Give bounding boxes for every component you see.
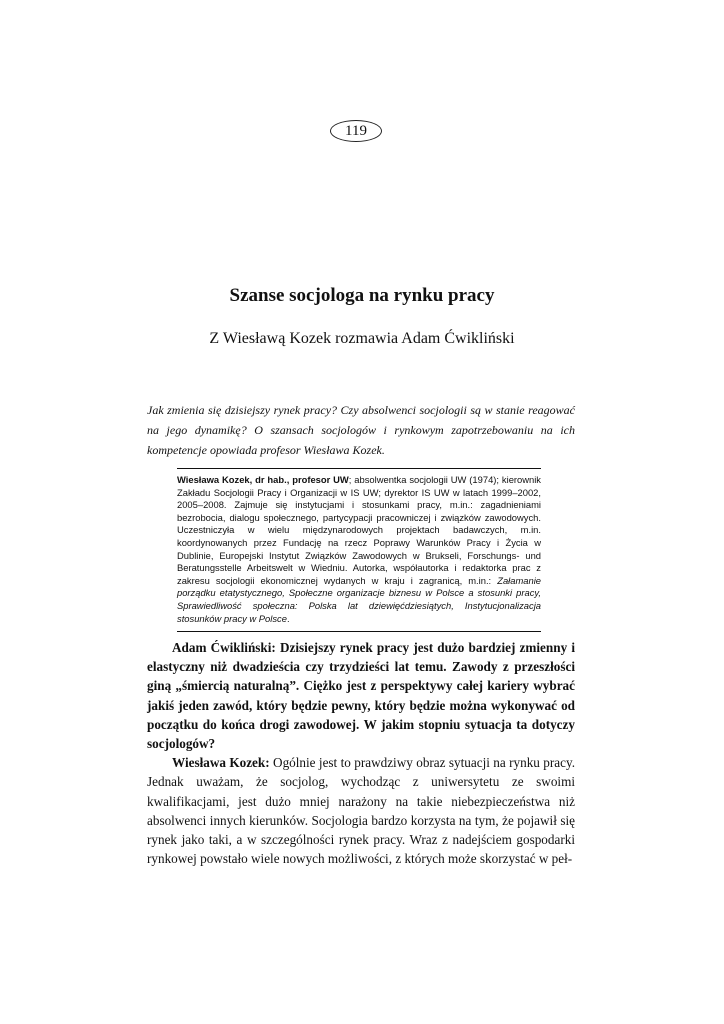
answer-text: Ogólnie jest to prawdziwy obraz sytuacji na rynku pracy. Jednak uważam, że socjolog, wychodząc z uniwersytetu ze swoimi kwalifikacjami, jest dużo mniej narażony na takie niebezpieczeństwa niż absolwenci innych kierunków. Socjologia bardzo korzysta na tym, że pojawił się rynek jako taki, a w szczególności rynek pracy. Wraz z nadejściem gospodarki rynkowej powstało wiele nowych możliwości, z których może skorzystać w peł- [147, 755, 576, 867]
bio-name: Wiesława Kozek, dr hab., profesor UW [177, 474, 349, 485]
interview-answer [147, 753, 575, 868]
answer-speaker: Wiesława Kozek: [172, 755, 270, 771]
bio-end: . [286, 612, 290, 624]
article-title: Szanse socjologa na rynku pracy [229, 285, 495, 306]
page-number: 119 [330, 120, 382, 142]
interview-body [147, 638, 575, 868]
lead-paragraph: Jak zmienia się dzisiejszy rynek pracy? Czy absolwenci socjologii są w stanie reagować na jego dynamikę? O szansach socjologów i rynkowym zapotrzebowaniu na ich kompetencje opowiada profesor Wiesława Kozek. [147, 403, 575, 457]
article-subtitle: Z Wiesławą Kozek rozmawia Adam Ćwikliński [209, 330, 515, 347]
bio-text: ; absolwentka socjologii UW (1974); kierownik Zakładu Socjologii Pracy i Organizacji w IS UW; dyrektor IS UW w latach 1999–2002, 2005–2008. Zajmuje się instytucjami i stosunkami pracy, m.in.: zagadnieniami bezrobocia, dialogu społecznego, partycypacji pracowniczej i związków zawodowych. Uczestniczyła w wielu międzynarodowych projektach badawczych, m.in. koordynowanych przez Fundację na rzecz Poprawy Warunków Pracy i Życia w Dublinie, Europejski Instytut Związków Zawodowych w Brukseli, Forschungs- und Beratungsstelle Arbeitswelt w Wiedniu. Autorka, współautorka i redaktorka prac z zakresu socjologii ekonomicznej wydanych w kraju i zagranicą, m.in.: [177, 474, 541, 586]
interview-question: Adam Ćwikliński: Dzisiejszy rynek pracy jest dużo bardziej zmienny i elastyczny niż dwadzieścia czy trzydzieści lat temu. Zawody z przeszłości giną „śmiercią naturalną”. Ciężko jest z perspektywy całej kariery wybrać jakiś jeden zawód, który będzie pewny, który będzie można wykonywać od początku do końca drogi zawodowej. W jakim stopniu sytuacja ta dotyczy socjologów? [147, 640, 575, 752]
bio-works: Załamanie porządku etatystycznego, Społeczne organizacje biznesu w Polsce a stosunki pracy, Sprawiedliwość społeczna: Polska lat dziewięćdziesiątych, Instytucjonalizacja stosunków pracy w Polsce [177, 574, 541, 624]
author-bio-box [177, 468, 541, 632]
